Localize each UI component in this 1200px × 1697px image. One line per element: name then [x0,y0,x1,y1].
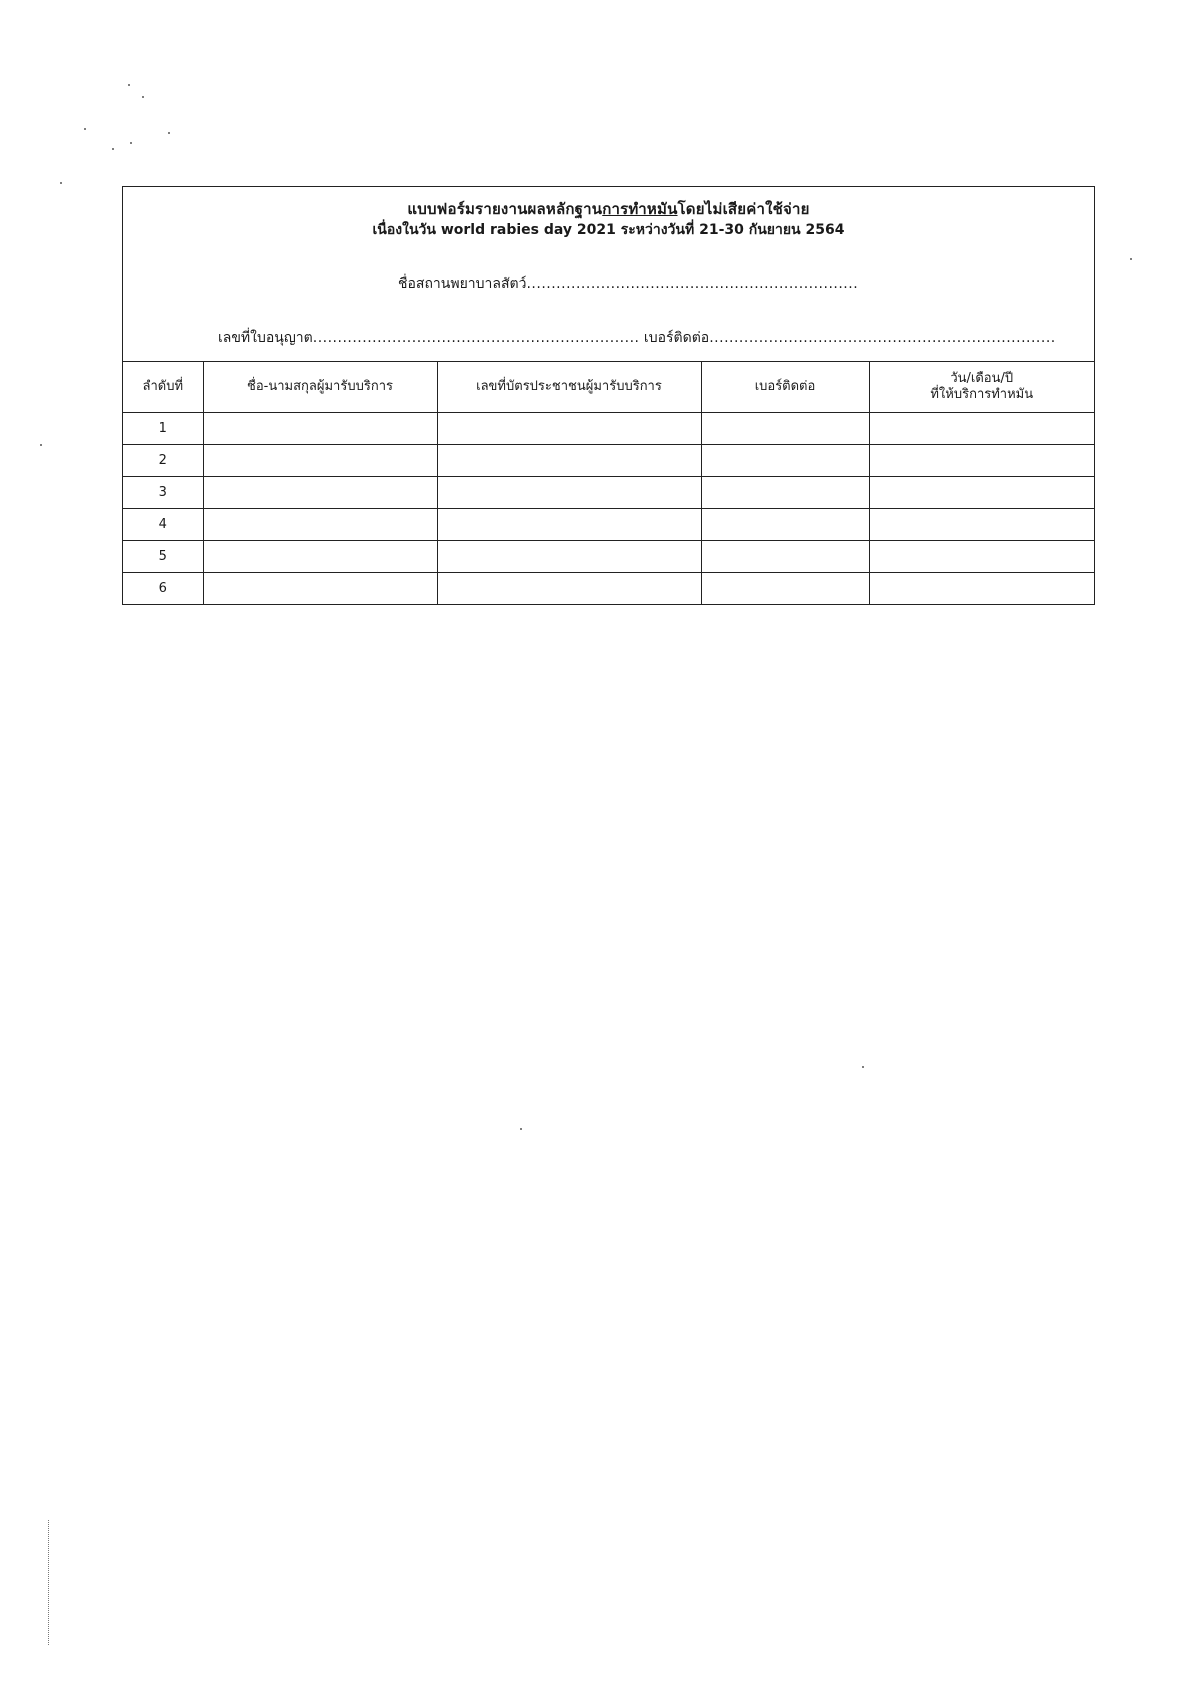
table-row [123,413,1094,445]
form-header [123,187,1094,362]
scan-speck [1130,258,1132,260]
scan-speck [40,444,42,446]
header-sequence: ลำดับที่ [123,362,203,413]
row-number: 6 [123,573,203,605]
hospital-name-label: ชื่อสถานพยาบาลสัตว์ [398,276,527,292]
form-title [123,197,1094,221]
hospital-name-field[interactable] [398,273,858,295]
phone-cell[interactable] [701,509,869,541]
form-subtitle: เนื่องในวัน world rabies day 2021 ระหว่างวันที่ 21-30 กันยายน 2564 [372,222,845,238]
header-client-name: ชื่อ-นามสกุลผู้มารับบริการ [203,362,437,413]
client-name-cell[interactable] [203,509,437,541]
header-service-date [869,362,1094,413]
form-title-underlined: การทำหมัน [602,200,678,218]
national-id-cell[interactable] [437,477,701,509]
phone-cell[interactable] [701,445,869,477]
table-row [123,477,1094,509]
scan-speck [142,96,144,98]
row-number: 3 [123,477,203,509]
phone-cell[interactable] [701,573,869,605]
client-name-cell[interactable] [203,541,437,573]
national-id-cell[interactable] [437,445,701,477]
scan-speck [130,142,132,144]
client-name-cell[interactable] [203,573,437,605]
header-service-date-line1: วัน/เดือน/ปี [950,370,1014,386]
national-id-cell[interactable] [437,413,701,445]
service-date-cell[interactable] [869,541,1094,573]
header-phone: เบอร์ติดต่อ [701,362,869,413]
national-id-cell[interactable] [437,573,701,605]
service-date-cell[interactable] [869,445,1094,477]
row-number: 4 [123,509,203,541]
phone-cell[interactable] [701,413,869,445]
national-id-cell[interactable] [437,509,701,541]
contact-phone-label: เบอร์ติดต่อ [643,330,710,346]
scan-speck [520,1128,522,1130]
client-name-cell[interactable] [203,445,437,477]
hospital-name-blank[interactable]: ................................................................... [526,276,859,292]
license-phone-line [218,327,1056,349]
scan-speck [60,182,62,184]
table-row [123,541,1094,573]
header-service-date-line2: ที่ให้บริการทำหมัน [930,387,1034,402]
table-header-row [123,362,1094,413]
scan-speck [84,128,86,130]
sterilization-report-form [122,186,1095,605]
margin-scan-line [48,1520,49,1645]
scan-speck [128,84,130,86]
service-date-cell[interactable] [869,413,1094,445]
scan-speck [168,132,170,134]
contact-phone-blank[interactable]: ...................................................................... [709,330,1056,346]
phone-cell[interactable] [701,477,869,509]
phone-cell[interactable] [701,541,869,573]
table-row [123,509,1094,541]
row-number: 2 [123,445,203,477]
form-title-part3: โดยไม่เสียค่าใช้จ่าย [677,200,810,218]
license-number-label: เลขที่ใบอนุญาต [218,330,313,346]
service-date-cell[interactable] [869,509,1094,541]
client-name-cell[interactable] [203,413,437,445]
service-date-cell[interactable] [869,573,1094,605]
service-records-table [123,362,1094,604]
license-number-blank[interactable]: .................................................................. [312,330,640,346]
row-number: 1 [123,413,203,445]
table-row [123,445,1094,477]
row-number: 5 [123,541,203,573]
scan-speck [112,148,114,150]
form-title-part1: แบบฟอร์มรายงานผลหลักฐาน [407,200,603,218]
service-date-cell[interactable] [869,477,1094,509]
scan-speck [862,1066,864,1068]
table-row [123,573,1094,605]
client-name-cell[interactable] [203,477,437,509]
national-id-cell[interactable] [437,541,701,573]
header-national-id: เลขที่บัตรประชาชนผู้มารับบริการ [437,362,701,413]
